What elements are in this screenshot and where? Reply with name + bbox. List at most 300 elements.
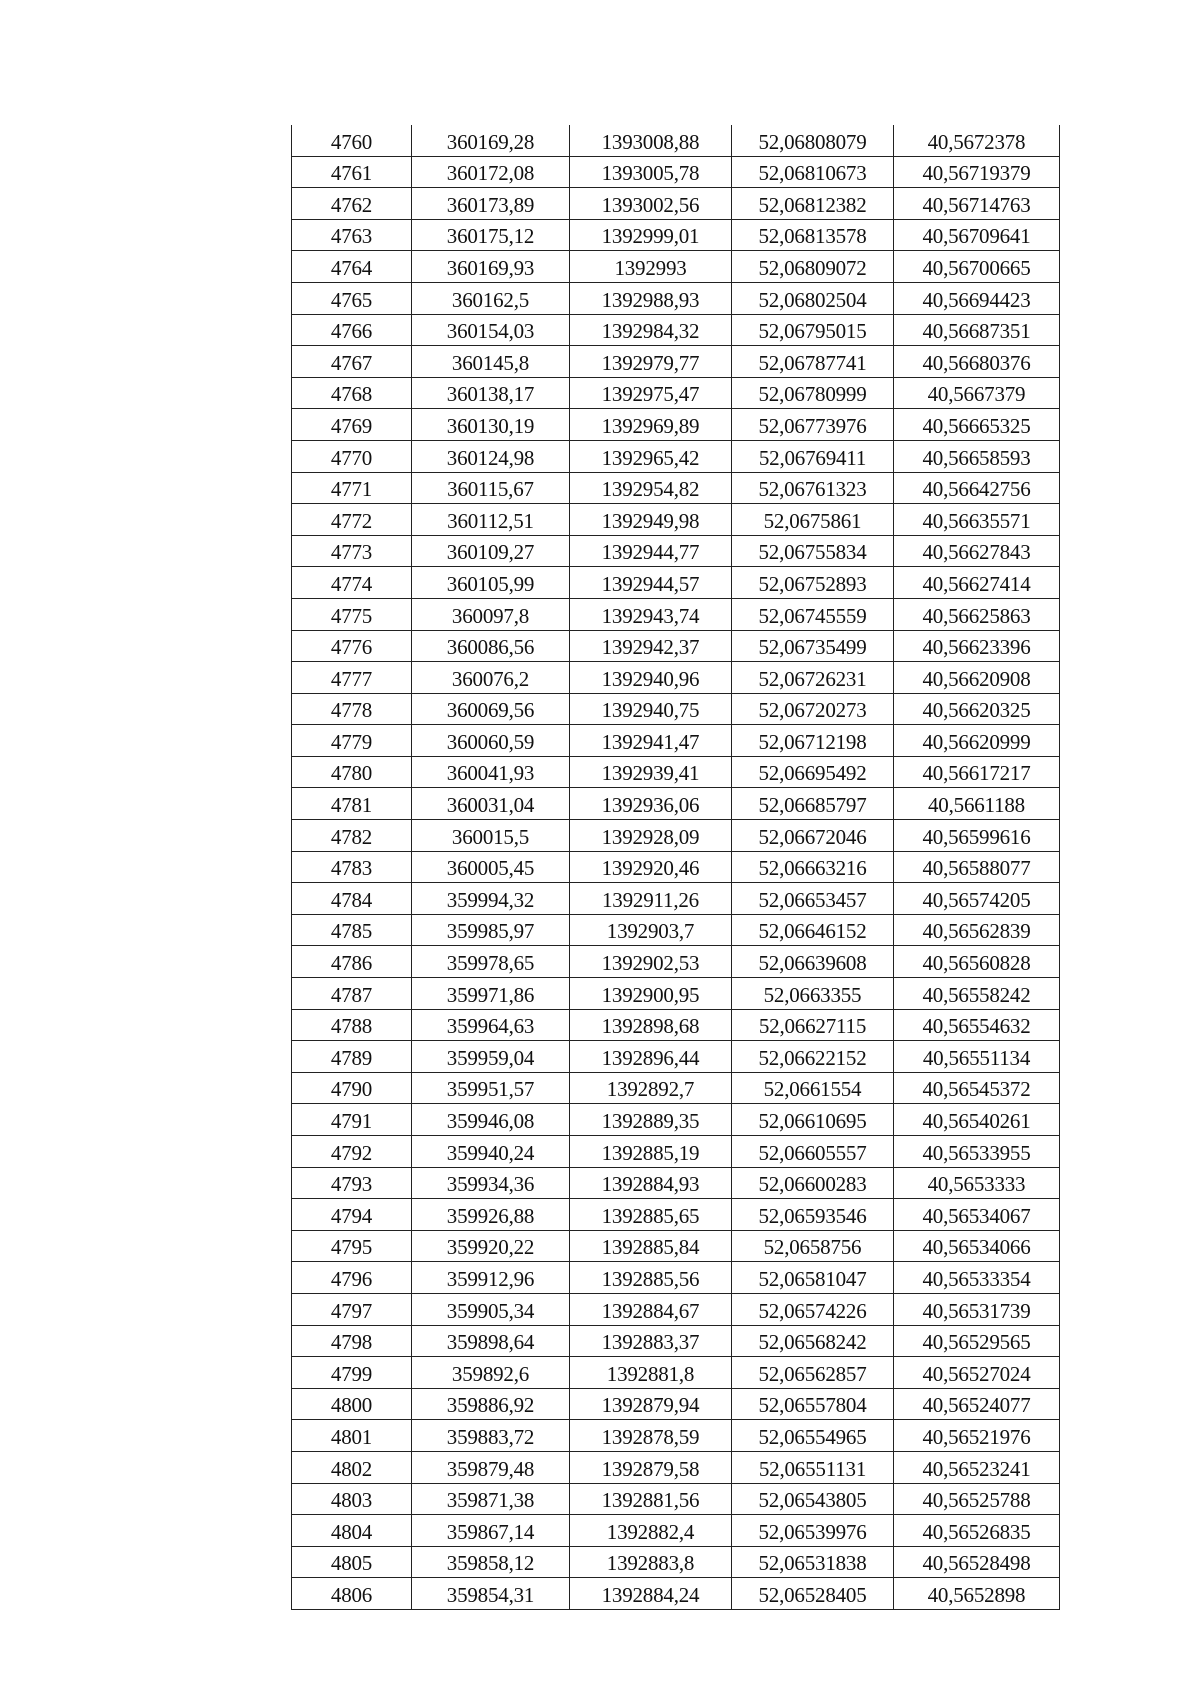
cell-text: 40,56620908 [922,666,1031,691]
cell-text: 1392883,8 [606,1551,695,1576]
table-row [292,1230,1060,1262]
cell-text: 1392889,35 [601,1109,700,1133]
table-row [292,125,1060,156]
latitude-cell [732,883,894,915]
cell-text: 1392993 [614,255,687,280]
x-coordinate-cell [412,1483,570,1515]
point-number-cell [292,1104,412,1136]
cell-text: 1392954,82 [601,477,700,502]
table-row [292,820,1060,852]
table-row [292,567,1060,599]
table-row [292,1293,1060,1325]
point-number-cell [292,535,412,567]
latitude-cell [732,630,894,662]
cell-text: 40,56551134 [922,1045,1031,1070]
cell-text: 4774 [330,571,373,596]
cell-text: 4773 [330,540,373,565]
cell-text: 1392885,84 [601,1235,700,1260]
cell-text: 4775 [330,603,373,628]
longitude-cell [894,1325,1060,1357]
point-number-cell [292,1515,412,1547]
cell-text: 1392884,93 [601,1172,700,1197]
longitude-cell [894,504,1060,536]
y-coordinate-cell [570,1230,732,1262]
longitude-cell [894,535,1060,567]
cell-text: 360169,93 [446,255,535,280]
cell-text: 4790 [330,1077,373,1102]
cell-text: 360112,51 [447,508,534,533]
cell-text: 52,06531838 [758,1551,867,1576]
cell-text: 4780 [330,761,373,786]
x-coordinate-cell [412,282,570,314]
y-coordinate-cell [570,1009,732,1041]
longitude-cell [894,282,1060,314]
table-row [292,788,1060,820]
cell-text: 360105,99 [446,571,535,596]
point-number-cell [292,472,412,504]
table-row [292,1451,1060,1483]
x-coordinate-cell [412,1420,570,1452]
x-coordinate-cell [412,1136,570,1168]
longitude-cell [894,1167,1060,1199]
table-row [292,472,1060,504]
latitude-cell [732,914,894,946]
cell-text: 360005,45 [446,856,535,881]
cell-text: 1392885,19 [601,1140,700,1165]
table-row [292,1546,1060,1578]
y-coordinate-cell [570,946,732,978]
cell-text: 40,56625863 [922,603,1031,628]
cell-text: 52,06562857 [758,1361,867,1386]
cell-text: 1392896,44 [601,1045,700,1070]
cell-text: 1392881,8 [606,1361,695,1386]
cell-text: 40,5667379 [927,382,1026,407]
latitude-cell [732,598,894,630]
longitude-cell [894,662,1060,694]
point-number-cell [292,883,412,915]
cell-text: 40,56665325 [922,413,1031,438]
y-coordinate-cell [570,978,732,1010]
table-row [292,535,1060,567]
cell-text: 40,56719379 [922,161,1031,186]
point-number-cell [292,1072,412,1104]
latitude-cell [732,409,894,441]
cell-text: 52,06551131 [758,1456,867,1481]
cell-text: 4763 [330,224,373,249]
cell-text: 1392988,93 [601,287,700,312]
latitude-cell [732,1072,894,1104]
cell-text: 4798 [330,1330,373,1355]
point-number-cell [292,1293,412,1325]
point-number-cell [292,725,412,757]
cell-text: 360173,89 [446,192,535,217]
cell-text: 52,06726231 [758,666,867,691]
cell-text: 1392898,68 [601,1014,700,1039]
x-coordinate-cell [412,409,570,441]
cell-text: 1393002,56 [601,192,700,217]
table-row [292,1357,1060,1389]
point-number-cell [292,820,412,852]
cell-text: 1392943,74 [601,603,700,628]
latitude-cell [732,346,894,378]
coordinates-table [291,125,1060,1610]
longitude-cell [894,1293,1060,1325]
latitude-cell [732,693,894,725]
cell-text: 4777 [330,666,373,691]
longitude-cell [894,1357,1060,1389]
latitude-cell [732,282,894,314]
x-coordinate-cell [412,219,570,251]
cell-text: 40,56545372 [922,1077,1031,1102]
x-coordinate-cell [412,630,570,662]
cell-text: 1392941,47 [601,729,700,754]
cell-text: 4795 [330,1235,373,1260]
cell-text: 52,06761323 [758,477,867,502]
cell-text: 359886,92 [446,1393,535,1418]
latitude-cell [732,820,894,852]
cell-text: 52,06646152 [758,919,867,944]
latitude-cell [732,946,894,978]
point-number-cell [292,693,412,725]
cell-text: 1392928,09 [601,824,700,849]
latitude-cell [732,1136,894,1168]
cell-text: 4767 [330,350,373,375]
point-number-cell [292,1388,412,1420]
longitude-cell [894,1104,1060,1136]
point-number-cell [292,598,412,630]
cell-text: 4796 [330,1266,373,1291]
table-row [292,1325,1060,1357]
y-coordinate-cell [570,1578,732,1610]
cell-text: 40,56529565 [922,1330,1031,1355]
y-coordinate-cell [570,756,732,788]
cell-text: 40,5653333 [927,1172,1026,1197]
cell-text: 40,56560828 [922,951,1031,976]
cell-text: 359940,24 [446,1140,535,1165]
longitude-cell [894,1388,1060,1420]
longitude-cell [894,1199,1060,1231]
cell-text: 4765 [330,287,373,312]
cell-text: 52,0658756 [763,1235,862,1260]
cell-text: 360115,67 [447,477,534,502]
cell-text: 359898,64 [446,1330,535,1355]
cell-text: 52,06574226 [758,1298,867,1323]
longitude-cell [894,1136,1060,1168]
y-coordinate-cell [570,1262,732,1294]
cell-text: 40,56533955 [922,1140,1031,1165]
cell-text: 359951,57 [446,1077,535,1102]
cell-text: 1392883,37 [601,1330,700,1355]
latitude-cell [732,219,894,251]
x-coordinate-cell [412,504,570,536]
x-coordinate-cell [412,251,570,283]
cell-text: 359854,31 [446,1582,535,1607]
cell-text: 4791 [330,1109,373,1133]
longitude-cell [894,598,1060,630]
cell-text: 359994,32 [446,887,535,912]
cell-text: 52,06780999 [758,382,867,407]
cell-text: 52,06685797 [758,793,867,818]
table-row [292,409,1060,441]
latitude-cell [732,314,894,346]
x-coordinate-cell [412,188,570,220]
y-coordinate-cell [570,409,732,441]
table-row [292,1041,1060,1073]
cell-text: 52,06653457 [758,887,867,912]
table-row [292,1104,1060,1136]
cell-text: 4764 [330,255,373,280]
table-row [292,440,1060,472]
latitude-cell [732,1546,894,1578]
longitude-cell [894,409,1060,441]
table-row [292,1578,1060,1610]
longitude-cell [894,314,1060,346]
latitude-cell [732,251,894,283]
y-coordinate-cell [570,504,732,536]
cell-text: 4786 [330,951,373,976]
longitude-cell [894,1420,1060,1452]
longitude-cell [894,1483,1060,1515]
cell-text: 52,06663216 [758,856,867,881]
cell-text: 4768 [330,382,373,407]
y-coordinate-cell [570,1041,732,1073]
cell-text: 360097,8 [451,603,530,628]
cell-text: 1392885,56 [601,1266,700,1291]
cell-text: 4799 [330,1361,373,1386]
x-coordinate-cell [412,440,570,472]
point-number-cell [292,1009,412,1041]
y-coordinate-cell [570,567,732,599]
latitude-cell [732,377,894,409]
longitude-cell [894,219,1060,251]
latitude-cell [732,1388,894,1420]
y-coordinate-cell [570,1104,732,1136]
cell-text: 4788 [330,1014,373,1039]
longitude-cell [894,1230,1060,1262]
cell-text: 40,56574205 [922,887,1031,912]
cell-text: 359871,38 [446,1488,535,1513]
cell-text: 359964,63 [446,1014,535,1039]
point-number-cell [292,630,412,662]
table-row [292,1262,1060,1294]
x-coordinate-cell [412,946,570,978]
cell-text: 1392939,41 [601,761,700,786]
cell-text: 360076,2 [451,666,530,691]
cell-text: 40,5652898 [927,1582,1026,1607]
cell-text: 52,06752893 [758,571,867,596]
cell-text: 360145,8 [451,350,530,375]
latitude-cell [732,1578,894,1610]
cell-text: 360086,56 [446,635,535,660]
y-coordinate-cell [570,1199,732,1231]
cell-text: 52,06528405 [758,1582,867,1607]
latitude-cell [732,1104,894,1136]
coordinates-table-body [292,125,1060,1609]
cell-text: 1392979,77 [601,350,700,375]
longitude-cell [894,883,1060,915]
cell-text: 1392940,96 [601,666,700,691]
cell-text: 359934,36 [446,1172,535,1197]
table-row [292,598,1060,630]
cell-text: 40,56588077 [922,856,1031,881]
longitude-cell [894,1546,1060,1578]
point-number-cell [292,1230,412,1262]
y-coordinate-cell [570,219,732,251]
y-coordinate-cell [570,1546,732,1578]
cell-text: 359912,96 [446,1266,535,1291]
table-row [292,1388,1060,1420]
x-coordinate-cell [412,756,570,788]
cell-text: 1392884,24 [601,1582,700,1607]
latitude-cell [732,1041,894,1073]
cell-text: 52,06622152 [758,1045,867,1070]
x-coordinate-cell [412,851,570,883]
cell-text: 40,56627843 [922,540,1031,565]
cell-text: 40,56533354 [922,1266,1031,1291]
point-number-cell [292,251,412,283]
x-coordinate-cell [412,1199,570,1231]
cell-text: 1392984,32 [601,319,700,344]
table-row [292,756,1060,788]
cell-text: 360124,98 [446,445,535,470]
cell-text: 1392920,46 [601,856,700,881]
table-row [292,251,1060,283]
cell-text: 1392879,58 [601,1456,700,1481]
cell-text: 40,56554632 [922,1014,1031,1039]
cell-text: 4797 [330,1298,373,1323]
cell-text: 52,06812382 [758,192,867,217]
point-number-cell [292,914,412,946]
y-coordinate-cell [570,1388,732,1420]
longitude-cell [894,377,1060,409]
cell-text: 40,56620999 [922,729,1031,754]
cell-text: 359978,65 [446,951,535,976]
cell-text: 360172,08 [446,161,535,186]
cell-text: 4793 [330,1172,373,1197]
cell-text: 52,06672046 [758,824,867,849]
x-coordinate-cell [412,1009,570,1041]
cell-text: 4800 [330,1393,373,1418]
cell-text: 1392879,94 [601,1393,700,1418]
cell-text: 359946,08 [446,1109,535,1133]
longitude-cell [894,1072,1060,1104]
cell-text: 1392944,57 [601,571,700,596]
x-coordinate-cell [412,377,570,409]
cell-text: 360169,28 [446,129,535,154]
y-coordinate-cell [570,725,732,757]
table-row [292,630,1060,662]
cell-text: 360109,27 [446,540,535,565]
cell-text: 360015,5 [451,824,530,849]
cell-text: 4783 [330,856,373,881]
table-row [292,946,1060,978]
y-coordinate-cell [570,630,732,662]
cell-text: 4779 [330,729,373,754]
longitude-cell [894,946,1060,978]
y-coordinate-cell [570,1357,732,1389]
cell-text: 52,06802504 [758,287,867,312]
cell-text: 40,5661188 [928,793,1025,818]
cell-text: 4789 [330,1045,373,1070]
longitude-cell [894,156,1060,188]
cell-text: 4794 [330,1203,373,1228]
y-coordinate-cell [570,535,732,567]
cell-text: 40,56599616 [922,824,1031,849]
cell-text: 4787 [330,982,373,1007]
cell-text: 360175,12 [446,224,535,249]
longitude-cell [894,756,1060,788]
cell-text: 1392940,75 [601,698,700,723]
point-number-cell [292,1357,412,1389]
longitude-cell [894,693,1060,725]
cell-text: 359926,88 [446,1203,535,1228]
latitude-cell [732,156,894,188]
cell-text: 52,06795015 [758,319,867,344]
cell-text: 40,56526835 [922,1519,1031,1544]
table-row [292,1199,1060,1231]
point-number-cell [292,978,412,1010]
cell-text: 52,06627115 [758,1014,867,1039]
cell-text: 52,06568242 [758,1330,867,1355]
cell-text: 4772 [330,508,373,533]
cell-text: 4761 [330,161,373,186]
y-coordinate-cell [570,1136,732,1168]
cell-text: 1393008,88 [601,129,700,154]
cell-text: 1392999,01 [601,224,700,249]
x-coordinate-cell [412,535,570,567]
point-number-cell [292,1136,412,1168]
x-coordinate-cell [412,567,570,599]
longitude-cell [894,725,1060,757]
x-coordinate-cell [412,1167,570,1199]
cell-text: 40,56540261 [922,1109,1031,1133]
x-coordinate-cell [412,883,570,915]
y-coordinate-cell [570,440,732,472]
cell-text: 52,06605557 [758,1140,867,1165]
point-number-cell [292,1167,412,1199]
latitude-cell [732,535,894,567]
cell-text: 52,06695492 [758,761,867,786]
cell-text: 359959,04 [446,1045,535,1070]
cell-text: 52,06813578 [758,224,867,249]
longitude-cell [894,1041,1060,1073]
y-coordinate-cell [570,693,732,725]
cell-text: 4771 [330,477,373,502]
latitude-cell [732,1357,894,1389]
cell-text: 1392975,47 [601,382,700,407]
point-number-cell [292,314,412,346]
x-coordinate-cell [412,662,570,694]
cell-text: 40,56534067 [922,1203,1031,1228]
longitude-cell [894,1451,1060,1483]
point-number-cell [292,1262,412,1294]
latitude-cell [732,567,894,599]
latitude-cell [732,1009,894,1041]
cell-text: 1392900,95 [601,982,700,1007]
latitude-cell [732,1451,894,1483]
y-coordinate-cell [570,314,732,346]
y-coordinate-cell [570,1420,732,1452]
cell-text: 4804 [330,1519,373,1544]
cell-text: 40,56521976 [922,1424,1031,1449]
x-coordinate-cell [412,346,570,378]
y-coordinate-cell [570,1072,732,1104]
cell-text: 359892,6 [451,1361,530,1386]
longitude-cell [894,914,1060,946]
cell-text: 40,56523241 [922,1456,1031,1481]
longitude-cell [894,472,1060,504]
cell-text: 52,06610695 [758,1109,867,1133]
